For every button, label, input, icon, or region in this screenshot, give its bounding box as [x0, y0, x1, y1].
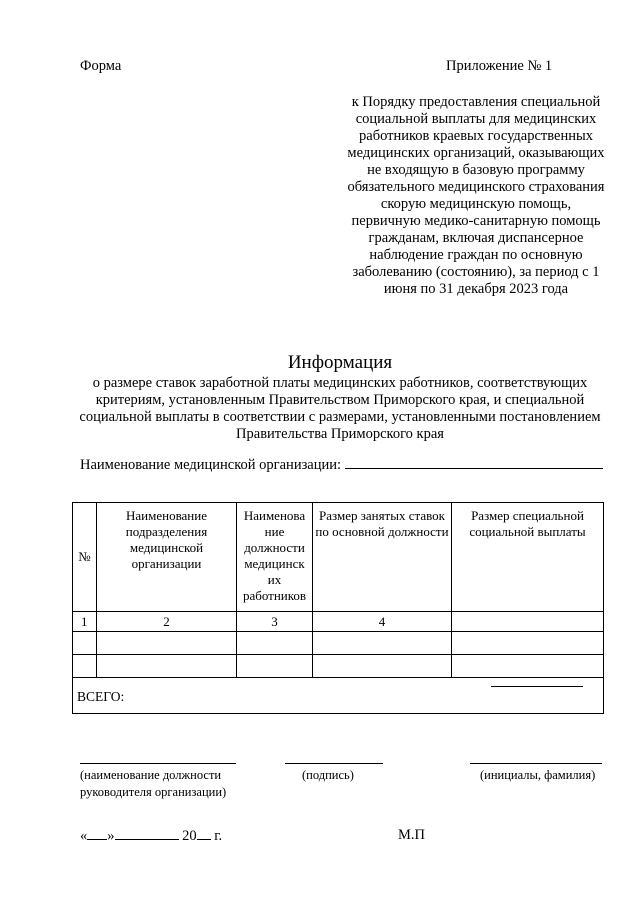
table-cell[interactable] — [452, 632, 604, 655]
table-cell[interactable] — [313, 655, 452, 678]
date-row — [80, 827, 222, 845]
appendix-subtitle: к Порядку предоставления специальной социальной выплаты для медицинских работников краевых государственных медицинских организаций, оказывающих не входящую в базовую программу обязательного медицинского страхования скорую медицинскую помощь, первичную медико-санитарную помощь гражданам, включая диспансерное наблюдение граждан по основную заболеванию (состоянию), за период с 1 июня по 31 декабря 2023 года — [347, 94, 605, 297]
table-cell[interactable] — [313, 632, 452, 655]
year-suffix: г. — [214, 828, 223, 844]
header-payment-size: Размер специальной социальной выплаты — [452, 503, 604, 612]
signature-line[interactable] — [285, 763, 383, 764]
table-header-row — [73, 503, 604, 612]
date-close-quote: » — [107, 828, 115, 844]
column-number-3: 3 — [237, 612, 313, 632]
date-open-quote: « — [80, 828, 88, 844]
header-number: № — [73, 503, 97, 612]
document-description: о размере ставок заработной платы медицинских работников, соответствующих критериям, установленным Правительством Приморского края, и специальной социальной выплаты в соответствии с размерами, установленными постановлением Правительства Приморского края — [79, 375, 601, 442]
org-name-row — [80, 455, 603, 474]
total-value-line[interactable] — [491, 686, 583, 687]
name-caption: (инициалы, фамилия) — [480, 768, 596, 782]
table-column-numbers-row — [73, 612, 604, 632]
day-blank-line[interactable] — [87, 827, 107, 840]
total-cell — [73, 678, 604, 714]
position-caption: (наименование должности руководителя организации) — [80, 768, 227, 799]
org-name-blank-line[interactable] — [345, 455, 603, 469]
column-number-1: 1 — [73, 612, 97, 632]
position-signature-line[interactable] — [80, 763, 236, 764]
year-prefix: 20 — [182, 828, 197, 844]
org-name-label: Наименование медицинской организации: — [80, 457, 342, 473]
table-cell[interactable] — [73, 632, 97, 655]
header-subdivision: Наименование подразделения медицинской организации — [97, 503, 237, 612]
table-row — [73, 655, 604, 678]
table-cell[interactable] — [97, 655, 237, 678]
table-cell[interactable] — [237, 655, 313, 678]
column-number-5 — [452, 612, 604, 632]
year-blank-line[interactable] — [197, 827, 211, 840]
document-title: Информация — [287, 352, 393, 373]
column-number-2: 2 — [97, 612, 237, 632]
stamp-label: М.П — [398, 827, 425, 843]
column-number-4: 4 — [313, 612, 452, 632]
table-cell[interactable] — [452, 655, 604, 678]
table-cell[interactable] — [97, 632, 237, 655]
table-total-row — [73, 678, 604, 714]
table-cell[interactable] — [73, 655, 97, 678]
table-row — [73, 632, 604, 655]
month-blank-line[interactable] — [115, 827, 179, 840]
total-label: ВСЕГО: — [77, 689, 125, 704]
form-label: Форма — [80, 58, 122, 74]
info-table — [72, 502, 604, 714]
table-cell[interactable] — [237, 632, 313, 655]
name-signature-line[interactable] — [470, 763, 602, 764]
appendix-title: Приложение № 1 — [446, 58, 553, 74]
header-position: Наименова ние должности медицинск их работников — [237, 503, 313, 612]
signature-caption: (подпись) — [302, 768, 354, 782]
header-rate-size: Размер занятых ставок по основной должности — [313, 503, 452, 612]
